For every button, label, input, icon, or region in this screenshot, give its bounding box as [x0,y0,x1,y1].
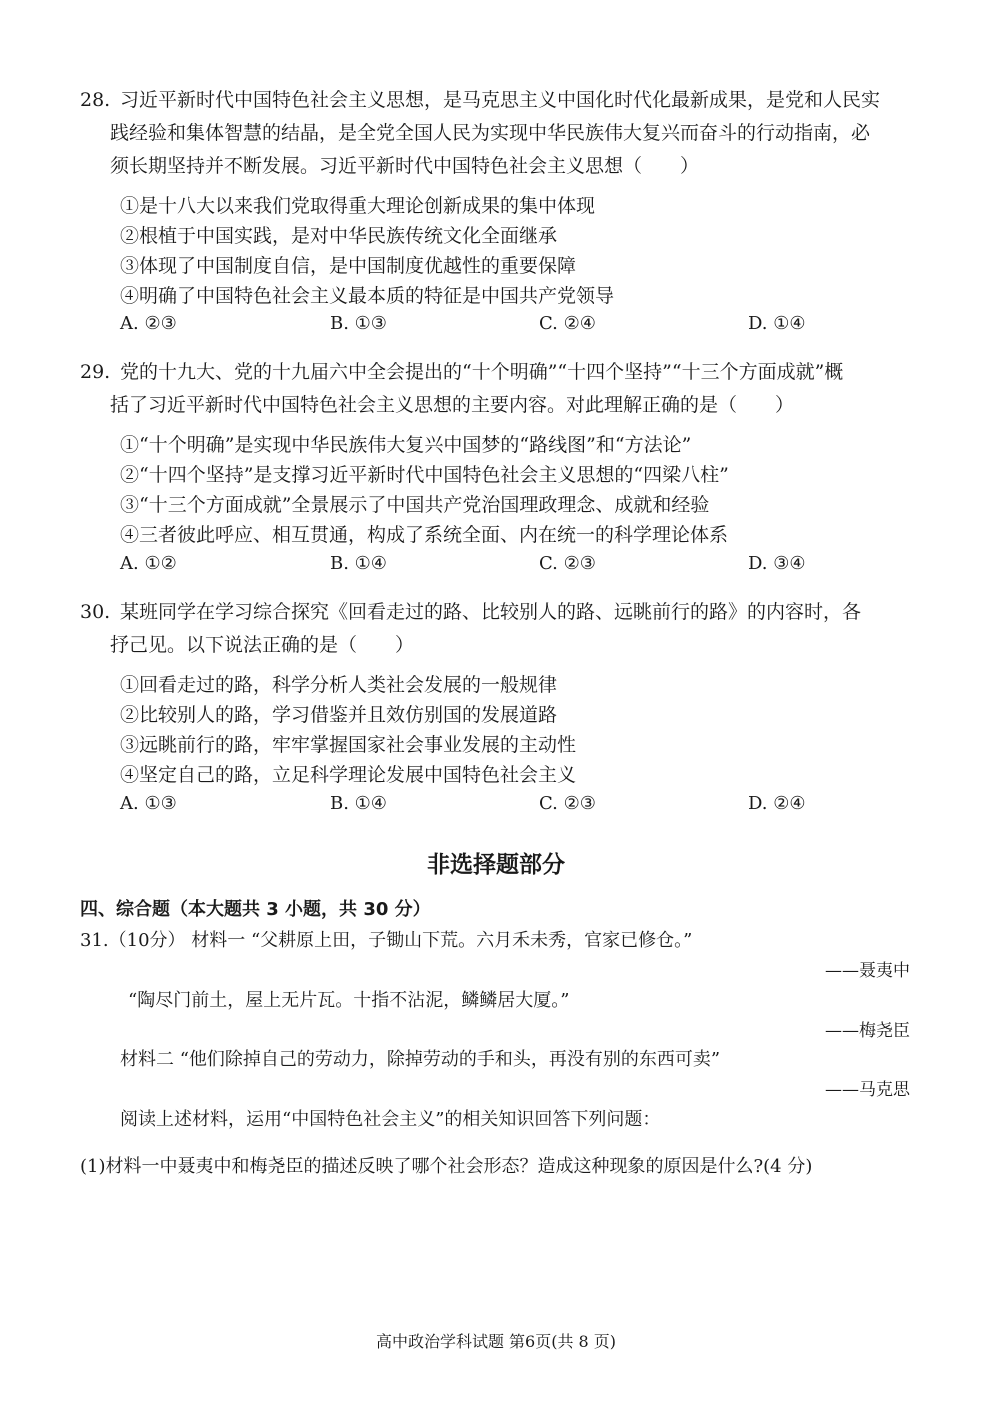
q29-option-3: ③“十三个方面成就”全景展示了中国共产党治国理政理念、成就和经验 [120,494,710,516]
q28-option-1: ①是十八大以来我们党取得重大理论创新成果的集中体现 [120,195,596,217]
q28-option-3: ③体现了中国制度自信，是中国制度优越性的重要保障 [120,255,577,277]
q29-number: 29. [80,361,111,383]
q31-quote-2: “陶尽门前土，屋上无片瓦。十指不沾泥，鳞鳞居大厦。” [128,990,570,1011]
q29-option-1: ①“十个明确”是实现中华民族伟大复兴中国梦的“路线图”和“方法论” [120,434,692,456]
part-title: 四、综合题（本大题共 3 小题，共 30 分） [80,899,431,920]
q31-author-1: ——聂夷中 [825,961,910,981]
q30-option-1: ①回看走过的路，科学分析人类社会发展的一般规律 [120,674,558,696]
q31-material-1: 31.（10分） 材料一 “父耕原上田，子锄山下荒。六月禾未秀，官家已修仓。” [80,930,693,951]
q30-answer-b: B. ①④ [330,793,387,814]
q29-stem-line2: 括了习近平新时代中国特色社会主义思想的主要内容。对此理解正确的是（ ） [110,394,795,416]
q30-option-4: ④坚定自己的路，立足科学理论发展中国特色社会主义 [120,764,577,786]
q29-answer-a: A. ①② [120,553,177,574]
q29-stem-line1: 党的十九大、党的十九届六中全会提出的“十个明确”“十四个坚持”“十三个方面成就”概 [120,361,844,383]
q29-answer-b: B. ①④ [330,553,387,574]
q30-option-3: ③远眺前行的路，牢牢掌握国家社会事业发展的主动性 [120,734,577,756]
q29-answer-d: D. ③④ [748,553,806,574]
q31-author-2: ——梅尧臣 [825,1021,910,1041]
q30-option-2: ②比较别人的路，学习借鉴并且效仿别国的发展道路 [120,704,558,726]
q28-option-2: ②根植于中国实践，是对中华民族传统文化全面继承 [120,225,558,247]
section-title: 非选择题部分 [427,852,565,878]
q28-number: 28. [80,89,111,111]
q28-stem-line2: 践经验和集体智慧的结晶，是全党全国人民为实现中华民族伟大复兴而奋斗的行动指南，必 [110,122,871,144]
q29-option-2: ②“十四个坚持”是支撑习近平新时代中国特色社会主义思想的“四梁八柱” [120,464,729,486]
page-footer: 高中政治学科试题 第6页(共 8 页) [375,1332,617,1351]
q30-number: 30. [80,601,111,623]
q29-answer-c: C. ②③ [539,553,596,574]
q31-instruction: 阅读上述材料，运用“中国特色社会主义”的相关知识回答下列问题： [120,1109,661,1130]
q28-answer-b: B. ①③ [330,313,387,334]
q28-answer-a: A. ②③ [120,313,177,334]
q28-answer-d: D. ①④ [748,313,806,334]
q31-subquestion-1: (1)材料一中聂夷中和梅尧臣的描述反映了哪个社会形态？造成这种现象的原因是什么?(4 分) [80,1156,813,1177]
q28-option-4: ④明确了中国特色社会主义最本质的特征是中国共产党领导 [120,285,615,307]
q30-stem-line2: 抒己见。以下说法正确的是（ ） [110,634,415,656]
q30-stem-line1: 某班同学在学习综合探究《回看走过的路、比较别人的路、远眺前行的路》的内容时，各 [120,601,862,623]
q28-stem-line1: 习近平新时代中国特色社会主义思想，是马克思主义中国化时代化最新成果，是党和人民实 [120,89,881,111]
q30-answer-a: A. ①③ [120,793,177,814]
q31-author-3: ——马克思 [825,1080,910,1100]
q30-answer-c: C. ②③ [539,793,596,814]
q28-stem-line3: 须长期坚持并不断发展。习近平新时代中国特色社会主义思想（ ） [110,155,700,177]
q29-option-4: ④三者彼此呼应、相互贯通，构成了系统全面、内在统一的科学理论体系 [120,524,729,546]
q28-answer-c: C. ②④ [539,313,596,334]
q31-material-2: 材料二 “他们除掉自己的劳动力，除掉劳动的手和头，再没有别的东西可卖” [120,1049,721,1070]
q30-answer-d: D. ②④ [748,793,806,814]
